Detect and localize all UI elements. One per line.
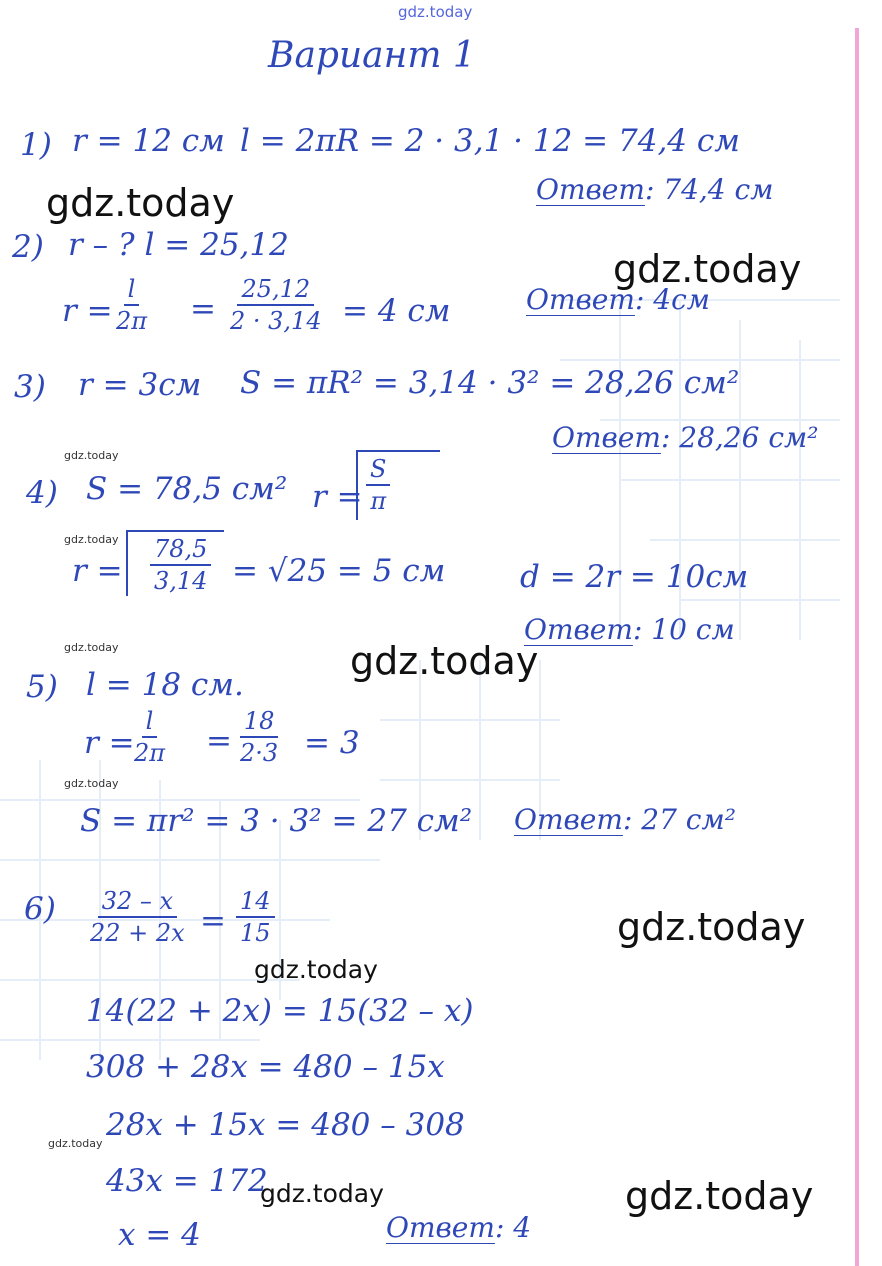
denominator: π — [370, 487, 387, 516]
problem-3-number: 3) — [14, 369, 46, 405]
problem-6-line-3: 28x + 15x = 480 – 308 — [106, 1107, 465, 1143]
answer-label: Ответ — [514, 803, 623, 836]
answer-value: : 27 см² — [622, 803, 736, 836]
answer-label: Ответ — [524, 613, 633, 646]
problem-2-given: r – ? l = 25,12 — [68, 227, 289, 263]
denominator: 2π — [116, 307, 148, 336]
problem-1-answer — [536, 173, 774, 206]
problem-6-number: 6) — [24, 891, 56, 927]
problem-4-r-eq-2: r = — [72, 553, 123, 589]
problem-6-fraction-2 — [236, 888, 275, 947]
problem-3-formula: S = πR² = 3,14 · 3² = 28,26 см² — [240, 365, 740, 401]
answer-label: Ответ — [526, 283, 635, 316]
answer-label: Ответ — [386, 1211, 495, 1244]
watermark: gdz.today — [46, 181, 235, 225]
problem-4-fraction-1 — [366, 456, 390, 515]
problem-2-answer — [526, 283, 710, 316]
denominator: 3,14 — [154, 567, 208, 596]
problem-6-answer — [386, 1211, 532, 1244]
answer-value: : 10 см — [632, 613, 735, 646]
problem-3-given: r = 3см — [78, 367, 202, 403]
problem-4-answer — [524, 613, 735, 646]
numerator: 25,12 — [237, 276, 314, 306]
problem-5-number: 5) — [26, 669, 58, 705]
problem-5-r-eq: r = — [84, 725, 135, 761]
problem-2-fraction-1 — [112, 276, 151, 335]
problem-4-number: 4) — [26, 475, 58, 511]
problem-2-number: 2) — [12, 229, 44, 265]
page-title: Вариант 1 — [268, 35, 476, 76]
problem-5-fraction-1 — [130, 708, 169, 767]
answer-value: : 4см — [634, 283, 710, 316]
numerator: l — [124, 276, 140, 306]
equals-sign: = — [206, 723, 232, 759]
watermark: gdz.today — [350, 639, 539, 683]
denominator: 15 — [240, 919, 271, 948]
problem-6-line-2: 308 + 28x = 480 – 15x — [86, 1049, 445, 1085]
problem-6-fraction-1 — [86, 888, 189, 947]
watermark: gdz.today — [260, 1179, 384, 1208]
answer-label: Ответ — [536, 173, 645, 206]
notebook-margin-line — [855, 28, 859, 1266]
watermark: gdz.today — [64, 777, 119, 790]
problem-2-fraction-2 — [226, 276, 326, 335]
denominator: 22 + 2x — [90, 919, 185, 948]
denominator: 2π — [134, 739, 166, 768]
problem-6-line-5: x = 4 — [118, 1217, 201, 1253]
watermark: gdz.today — [254, 955, 378, 984]
watermark: gdz.today — [613, 247, 802, 291]
problem-4-fraction-2 — [150, 536, 211, 595]
problem-1-given: r = 12 см — [72, 123, 225, 159]
problem-1-formula: l = 2πR = 2 · 3,1 · 12 = 74,4 см — [240, 123, 740, 159]
problem-5-answer — [514, 803, 736, 836]
problem-3-answer — [552, 421, 819, 454]
equals-sign: = — [190, 291, 216, 327]
watermark: gdz.today — [64, 449, 119, 462]
problem-4-diameter: d = 2r = 10см — [520, 559, 749, 595]
problem-5-fraction-2 — [236, 708, 282, 767]
watermark: gdz.today — [625, 1174, 814, 1218]
watermark: gdz.today — [64, 641, 119, 654]
numerator: 78,5 — [150, 536, 211, 566]
numerator: 14 — [236, 888, 275, 918]
denominator: 2 · 3,14 — [230, 307, 322, 336]
problem-5-result: = 3 — [304, 725, 360, 761]
answer-value: : 4 — [494, 1211, 532, 1244]
equals-sign: = — [200, 903, 226, 939]
numerator: 18 — [240, 708, 279, 738]
problem-4-middle: = √25 = 5 см — [232, 553, 446, 589]
answer-value: : 74,4 см — [644, 173, 774, 206]
watermark: gdz.today — [398, 3, 473, 21]
problem-2-r-eq: r = — [62, 293, 113, 329]
denominator: 2·3 — [240, 739, 279, 768]
watermark: gdz.today — [48, 1137, 103, 1150]
watermark: gdz.today — [617, 905, 806, 949]
problem-4-r-eq: r = — [312, 479, 363, 515]
numerator: l — [142, 708, 158, 738]
problem-1-number: 1) — [20, 127, 52, 163]
problem-2-result: = 4 см — [342, 293, 451, 329]
problem-5-given: l = 18 см. — [86, 667, 244, 703]
problem-5-area-line: S = πr² = 3 · 3² = 27 см² — [80, 803, 473, 839]
problem-6-line-4: 43x = 172 — [106, 1163, 268, 1199]
numerator: S — [366, 456, 390, 486]
numerator: 32 – x — [98, 888, 177, 918]
problem-4-given: S = 78,5 см² — [86, 471, 288, 507]
answer-value: : 28,26 см² — [660, 421, 819, 454]
watermark: gdz.today — [64, 533, 119, 546]
problem-6-line-1: 14(22 + 2x) = 15(32 – x) — [86, 993, 474, 1029]
answer-label: Ответ — [552, 421, 661, 454]
